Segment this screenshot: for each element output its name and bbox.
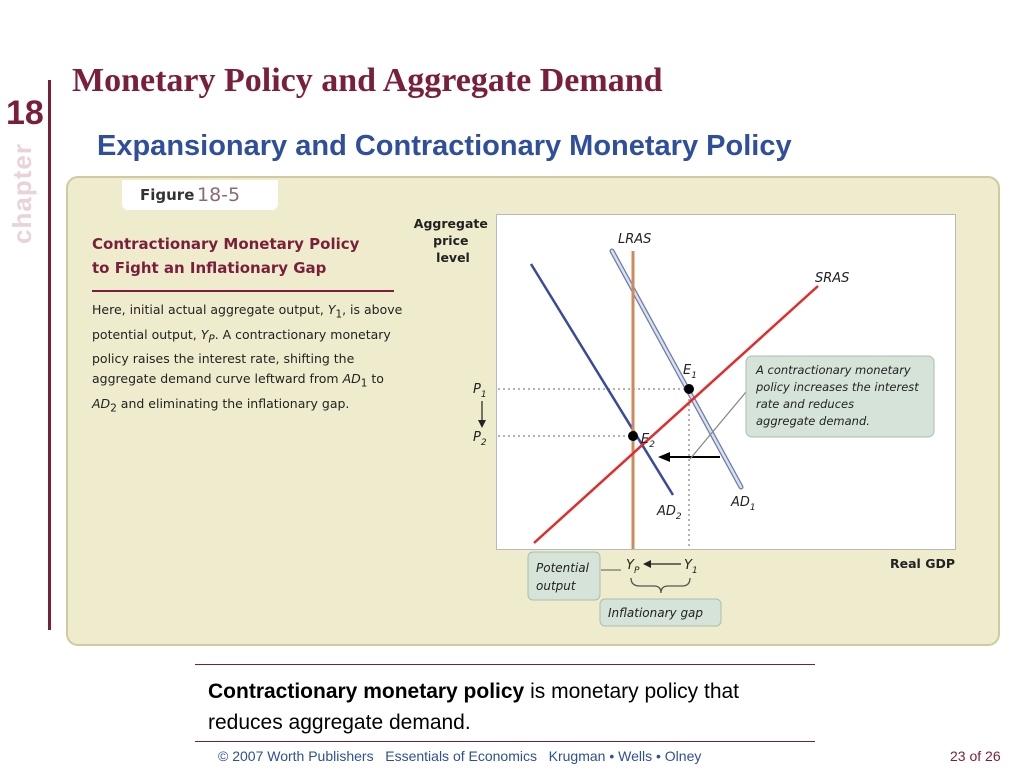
e2-point	[628, 431, 638, 441]
caption-sub-y1: 1	[335, 308, 343, 321]
caption-var-y1: Y	[327, 302, 336, 317]
caption-sub-yp: P	[208, 333, 215, 345]
definition-rule-top	[195, 664, 815, 665]
definition-text: is monetary policy that reduces aggregate demand.	[208, 680, 740, 734]
chapter-label: chapter	[6, 143, 37, 244]
potential-output-text: Potential output	[536, 561, 589, 593]
y1-label: $Y_1$	[684, 558, 698, 576]
ad2-curve	[531, 264, 673, 495]
p1-label: $P_1$	[473, 382, 487, 400]
caption-var-yp: Y	[200, 326, 209, 342]
caption-text: . A contractionary monetary policy raises the interest rate, shifting the aggregate demand curve leftward from	[92, 326, 391, 386]
output-left-arrow-head	[643, 560, 651, 568]
figure-heading-line-2: to Fight an Inflationary Gap	[92, 259, 327, 277]
figure-label: Figure	[140, 186, 195, 204]
e2-label: $E_2$	[641, 432, 655, 450]
footer-credits: © 2007 Worth Publishers Essentials of Economics Krugman • Wells • Olney	[218, 748, 702, 764]
e1-label: $E_1$	[683, 363, 697, 381]
y-axis-label: Aggregate price level	[413, 216, 488, 265]
caption-var-ad1: AD	[342, 371, 361, 386]
p2-label: $P_2$	[473, 430, 487, 448]
definition	[208, 676, 818, 738]
ad1-curve-inner	[612, 251, 741, 487]
definition-term: Contractionary monetary policy	[208, 680, 525, 703]
chapter-number: 18	[6, 94, 44, 132]
figure-number: 18-5	[197, 184, 241, 206]
caption-sub-ad2: 2	[110, 402, 117, 414]
sras-label: SRAS	[815, 271, 850, 286]
figure-heading-line-1: Contractionary Monetary Policy	[92, 235, 360, 253]
caption-text: , is above potential output,	[92, 302, 403, 342]
lras-label: LRAS	[618, 232, 652, 247]
shift-arrow-head	[658, 452, 670, 462]
caption-sub-ad1: 1	[360, 377, 368, 390]
x-axis-label: Real GDP	[890, 556, 955, 571]
slide-subtitle: Expansionary and Contractionary Monetary Policy	[97, 130, 792, 162]
caption-text: Here, initial actual aggregate output,	[92, 302, 328, 317]
caption-text: and eliminating the inflationary gap.	[116, 395, 350, 411]
caption-var-ad2: AD	[92, 395, 111, 411]
price-down-arrow-head	[478, 420, 486, 428]
ad1-label: $AD_1$	[731, 495, 756, 513]
gap-brace	[631, 578, 690, 593]
e1-point	[684, 384, 694, 394]
slide-title: Monetary Policy and Aggregate Demand	[72, 62, 663, 99]
definition-rule-bottom	[195, 741, 815, 742]
yp-label: $Y_P$	[626, 558, 640, 576]
inflationary-gap-text: Inflationary gap	[608, 606, 704, 620]
caption-text: to	[367, 371, 384, 386]
ad2-label: $AD_2$	[657, 504, 682, 522]
page-number: 23 of 26	[950, 748, 1001, 764]
callout-text: A contractionary monetary policy increases the interest rate and reduces aggregate demand.	[756, 363, 919, 428]
